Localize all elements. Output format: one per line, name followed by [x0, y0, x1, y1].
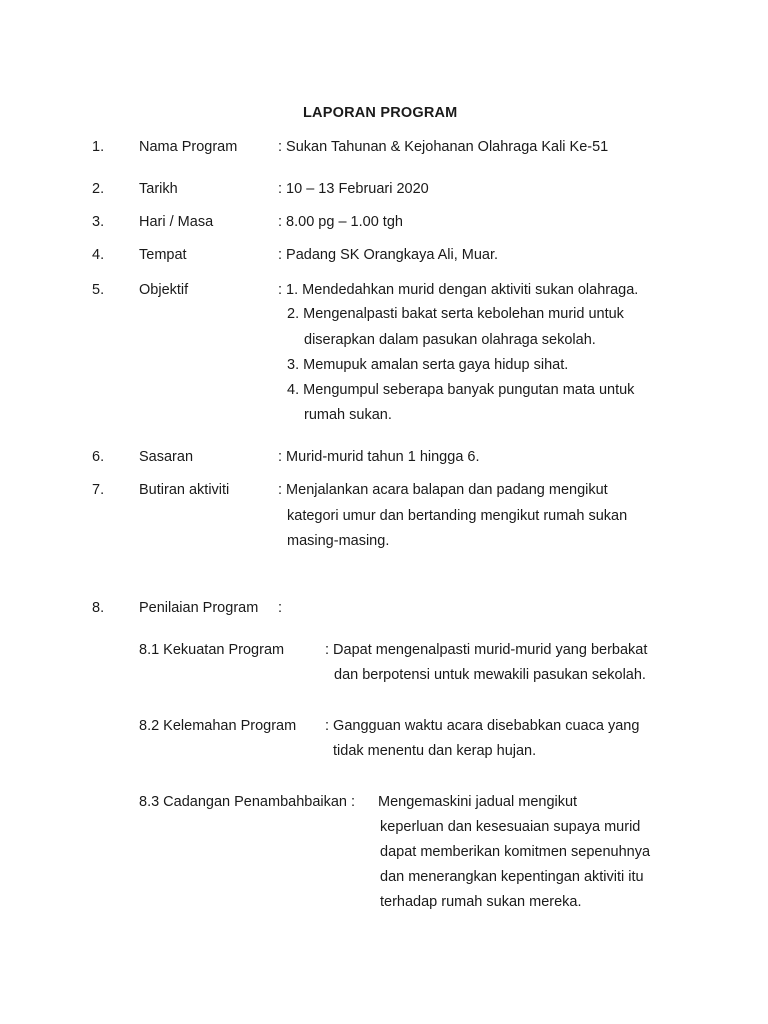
item-value-line: rumah sukan.: [304, 407, 392, 423]
item-number: 3.: [92, 214, 105, 230]
evaluation-line: dapat memberikan komitmen sepenuhnya: [380, 844, 651, 860]
item-value-line: : Menjalankan acara balapan dan padang mengikut: [278, 482, 608, 498]
item-value-line: : Padang SK Orangkaya Ali, Muar.: [278, 247, 499, 263]
evaluation-line: : Gangguan waktu acara disebabkan cuaca yang: [325, 718, 640, 734]
item-number: 2.: [92, 181, 105, 197]
item-number: 6.: [92, 449, 105, 465]
item-value-line: : Sukan Tahunan & Kejohanan Olahraga Kali Ke-51: [278, 139, 609, 155]
item-number: 4.: [92, 247, 105, 263]
evaluation-line: Mengemaskini jadual mengikut: [378, 794, 578, 810]
item-number: 8.: [92, 600, 105, 616]
item-number: 5.: [92, 282, 105, 298]
item-label: Hari / Masa: [139, 214, 214, 230]
item-number: 1.: [92, 139, 105, 155]
item-value-line: 2. Mengenalpasti bakat serta kebolehan murid untuk: [287, 306, 624, 322]
evaluation-line: dan berpotensi untuk mewakili pasukan sekolah.: [334, 667, 646, 683]
item-value-line: masing-masing.: [287, 533, 390, 549]
evaluation-line: : Dapat mengenalpasti murid-murid yang berbakat: [325, 642, 648, 658]
item-label: Nama Program: [139, 139, 238, 155]
evaluation-line: tidak menentu dan kerap hujan.: [333, 743, 537, 759]
item-value-line: : 8.00 pg – 1.00 tgh: [278, 214, 403, 230]
page-title: LAPORAN PROGRAM: [303, 105, 458, 121]
item-value-line: 3. Memupuk amalan serta gaya hidup sihat.: [287, 357, 569, 373]
item-number: 7.: [92, 482, 105, 498]
item-label: Sasaran: [139, 449, 194, 465]
item-value-line: : 10 – 13 Februari 2020: [278, 181, 429, 197]
evaluation-line: keperluan dan kesesuaian supaya murid: [380, 819, 641, 835]
item-label: Tempat: [139, 247, 187, 263]
evaluation-line: terhadap rumah sukan mereka.: [380, 894, 582, 910]
item-value-line: : 1. Mendedahkan murid dengan aktiviti sukan olahraga.: [278, 282, 639, 298]
item-label: Objektif: [139, 282, 189, 298]
evaluation-line: dan menerangkan kepentingan aktiviti itu: [380, 869, 644, 885]
item-value-line: 4. Mengumpul seberapa banyak pungutan mata untuk: [287, 382, 635, 398]
item-label: Penilaian Program: [139, 600, 259, 616]
item-label: Butiran aktiviti: [139, 482, 230, 498]
item-value-line: kategori umur dan bertanding mengikut rumah sukan: [287, 508, 628, 524]
item-value-line: : Murid-murid tahun 1 hingga 6.: [278, 449, 480, 465]
evaluation-label: 8.1 Kekuatan Program: [139, 642, 285, 658]
evaluation-label: 8.2 Kelemahan Program: [139, 718, 297, 734]
item-label: Tarikh: [139, 181, 178, 197]
evaluation-label: 8.3 Cadangan Penambahbaikan :: [139, 794, 356, 810]
item-value-line: diserapkan dalam pasukan olahraga sekolah.: [304, 332, 596, 348]
item-value-line: :: [278, 600, 283, 616]
